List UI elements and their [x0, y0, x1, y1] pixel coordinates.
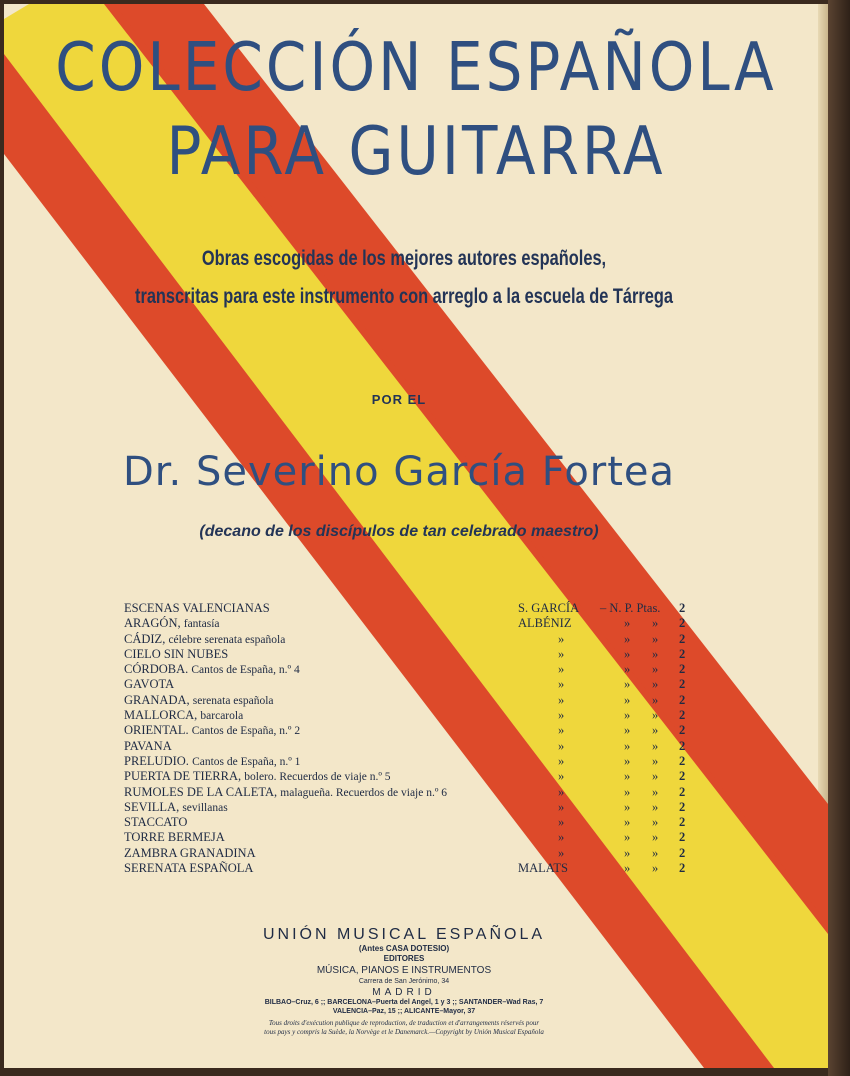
por-el: POR EL [371, 392, 427, 407]
work-np: » [624, 723, 631, 738]
work-ptas: » [652, 616, 659, 631]
publisher-branches-2: VALENCIA–Paz, 15 ;; ALICANTE–Mayor, 37 [332, 1008, 476, 1015]
work-price: 2 [679, 861, 686, 876]
subtitle-line-2: transcritas para este instrumento con arreglo a la escuela de Tárrega [134, 285, 674, 308]
work-np: » [624, 784, 631, 799]
rights-line-2: tous pays y compris la Suède, la Norvège et le Danemarck.—Copyright by Unión Musical Española [264, 1028, 544, 1036]
work-title-cell [124, 647, 228, 662]
work-subtitle: sevillanas [182, 801, 228, 814]
work-title: RUMOLES DE LA CALETA, [124, 784, 278, 799]
work-subtitle: bolero. Recuerdos de viaje n.º 5 [244, 771, 391, 784]
work-title: PUERTA DE TIERRA, [124, 769, 242, 784]
work-ptas: » [652, 646, 659, 661]
work-row [124, 785, 724, 800]
work-composer: » [558, 784, 565, 799]
work-row [124, 708, 724, 723]
work-composer: » [558, 769, 565, 784]
work-title: CIELO SIN NUBES [124, 646, 229, 661]
work-title-cell [124, 677, 174, 692]
subtitle-line-1: Obras escogidas de los mejores autores españoles, [201, 247, 607, 270]
work-title-cell [124, 723, 300, 739]
work-ptas: » [652, 799, 659, 814]
work-title: CÁDIZ, [124, 631, 166, 646]
work-price: 2 [679, 799, 686, 814]
publisher-role: EDITORES [383, 954, 425, 963]
work-ptas: » [652, 708, 659, 723]
work-composer: » [558, 815, 565, 830]
work-title-cell [124, 800, 228, 816]
work-composer: » [558, 631, 565, 646]
work-composer: » [558, 646, 565, 661]
work-np: » [624, 692, 631, 707]
work-title: STACCATO [124, 815, 188, 830]
work-title-cell [124, 754, 300, 770]
work-composer: » [558, 723, 565, 738]
work-np: » [624, 799, 631, 814]
work-price: 2 [679, 845, 686, 860]
work-title-cell [124, 662, 300, 678]
work-np: » [624, 708, 631, 723]
work-ptas: » [652, 784, 659, 799]
work-ptas: » [652, 692, 659, 707]
work-composer: » [558, 677, 565, 692]
work-price: 2 [679, 631, 686, 646]
cover-page [4, 4, 828, 1068]
work-np: » [624, 815, 631, 830]
work-row [124, 800, 724, 815]
works-list [124, 601, 724, 876]
work-price: 2 [679, 815, 686, 830]
work-price: 2 [679, 662, 686, 677]
title-line-1: COLECCIÓN ESPAÑOLA [55, 27, 777, 107]
work-title: CÓRDOBA. [124, 662, 189, 677]
work-row [124, 693, 724, 708]
work-title-cell [124, 785, 447, 801]
work-price: 2 [679, 830, 686, 845]
work-title-cell [124, 708, 243, 724]
publisher-name: UNIÓN MUSICAL ESPAÑOLA [262, 926, 546, 943]
work-ptas: » [652, 662, 659, 677]
work-price: 2 [679, 616, 686, 631]
work-title: GAVOTA [124, 677, 175, 692]
work-composer: MALATS [518, 861, 569, 876]
author-note: (decano de los discípulos de tan celebrado maestro) [199, 523, 599, 540]
work-composer: » [558, 662, 565, 677]
work-np: » [624, 646, 631, 661]
work-ptas: » [652, 830, 659, 845]
work-price: 2 [679, 723, 686, 738]
work-price: 2 [679, 738, 686, 753]
work-ptas: » [652, 738, 659, 753]
work-composer: » [558, 708, 565, 723]
work-price: 2 [679, 692, 686, 707]
work-title-cell [124, 739, 172, 754]
work-title-cell [124, 815, 187, 830]
work-ptas: » [652, 845, 659, 860]
work-composer: » [558, 799, 565, 814]
work-title-cell [124, 616, 220, 632]
publisher-city: MADRID [372, 987, 436, 998]
work-subtitle: Cantos de España, n.º 2 [191, 725, 301, 738]
work-composer: » [558, 845, 565, 860]
work-title: ZAMBRA GRANADINA [124, 845, 256, 860]
work-composer: » [558, 753, 565, 768]
work-row [124, 601, 724, 616]
work-title: TORRE BERMEJA [124, 830, 225, 845]
work-composer: ALBÉNIZ [518, 616, 572, 631]
title-line-2: PARA GUITARRA [166, 111, 666, 191]
work-title-cell [124, 861, 253, 876]
publisher-trade: MÚSICA, PIANOS E INSTRUMENTOS [316, 965, 492, 976]
work-row [124, 846, 724, 861]
work-row [124, 677, 724, 692]
work-row [124, 769, 724, 784]
work-title: ARAGÓN, [124, 616, 181, 631]
work-np: » [624, 677, 631, 692]
work-subtitle: serenata española [192, 694, 274, 707]
work-ptas: » [652, 815, 659, 830]
work-ptas: » [652, 677, 659, 692]
work-row [124, 815, 724, 830]
work-title-cell [124, 632, 285, 648]
publisher-address: Carrera de San Jerónimo, 34 [358, 978, 450, 985]
work-title: SERENATA ESPAÑOLA [124, 861, 254, 876]
book-spine [828, 0, 850, 1076]
work-np: » [624, 662, 631, 677]
work-subtitle: célebre serenata española [168, 633, 286, 646]
publisher-former: (Antes CASA DOTESIO) [358, 944, 450, 953]
work-title-cell [124, 846, 256, 861]
work-row [124, 616, 724, 631]
author-name: Dr. Severino García Fortea [122, 449, 676, 495]
work-composer: » [558, 692, 565, 707]
work-price: 2 [679, 601, 686, 615]
work-title-cell [124, 601, 270, 616]
work-subtitle: fantasía [183, 618, 220, 631]
work-composer: » [558, 738, 565, 753]
work-price: 2 [679, 769, 686, 784]
work-title: ORIENTAL. [124, 723, 189, 738]
work-title: GRANADA, [124, 692, 190, 707]
work-np: » [624, 753, 631, 768]
work-ptas: » [652, 861, 659, 876]
work-row [124, 754, 724, 769]
work-row [124, 830, 724, 845]
work-subtitle: Cantos de España, n.º 4 [191, 664, 300, 677]
work-price: 2 [679, 646, 686, 661]
work-ptas: » [652, 769, 659, 784]
work-np: » [624, 861, 631, 876]
work-title-cell [124, 769, 391, 785]
work-title: PAVANA [124, 738, 172, 753]
work-np: » [624, 738, 631, 753]
work-subtitle: barcarola [200, 710, 244, 723]
work-price: 2 [679, 753, 686, 768]
publisher-branches-1: BILBAO–Cruz, 6 ;; BARCELONA–Puerta del Angel, 1 y 3 ;; SANTANDER–Wad Ras, 7 [264, 999, 544, 1006]
work-subtitle: Cantos de España, n.º 1 [192, 755, 301, 768]
work-ptas: » [652, 631, 659, 646]
work-title: MALLORCA, [124, 708, 198, 723]
work-composer: » [558, 830, 565, 845]
work-ptas: » [652, 753, 659, 768]
work-title: PRELUDIO. [124, 753, 189, 768]
work-ptas: » [652, 723, 659, 738]
price-header: – N. P. Ptas. [600, 601, 661, 615]
work-row [124, 861, 724, 876]
work-row [124, 739, 724, 754]
work-title-cell [124, 830, 225, 845]
work-row [124, 723, 724, 738]
work-title: SEVILLA, [124, 799, 180, 814]
work-subtitle: malagueña. Recuerdos de viaje n.º 6 [280, 786, 448, 799]
work-title: ESCENAS VALENCIANAS [124, 601, 270, 615]
work-np: » [624, 830, 631, 845]
work-row [124, 662, 724, 677]
work-np: » [624, 616, 631, 631]
work-row [124, 632, 724, 647]
work-price: 2 [679, 784, 686, 799]
work-title-cell [124, 693, 274, 709]
work-np: » [624, 631, 631, 646]
work-price: 2 [679, 677, 686, 692]
work-np: » [624, 769, 631, 784]
work-np: » [624, 845, 631, 860]
work-composer: S. GARCÍA [518, 601, 580, 615]
work-price: 2 [679, 708, 686, 723]
work-row [124, 647, 724, 662]
rights-line-1: Tous droits d'exécution publique de reproduction, de traduction et d'arrangements réservés pour [268, 1019, 540, 1027]
